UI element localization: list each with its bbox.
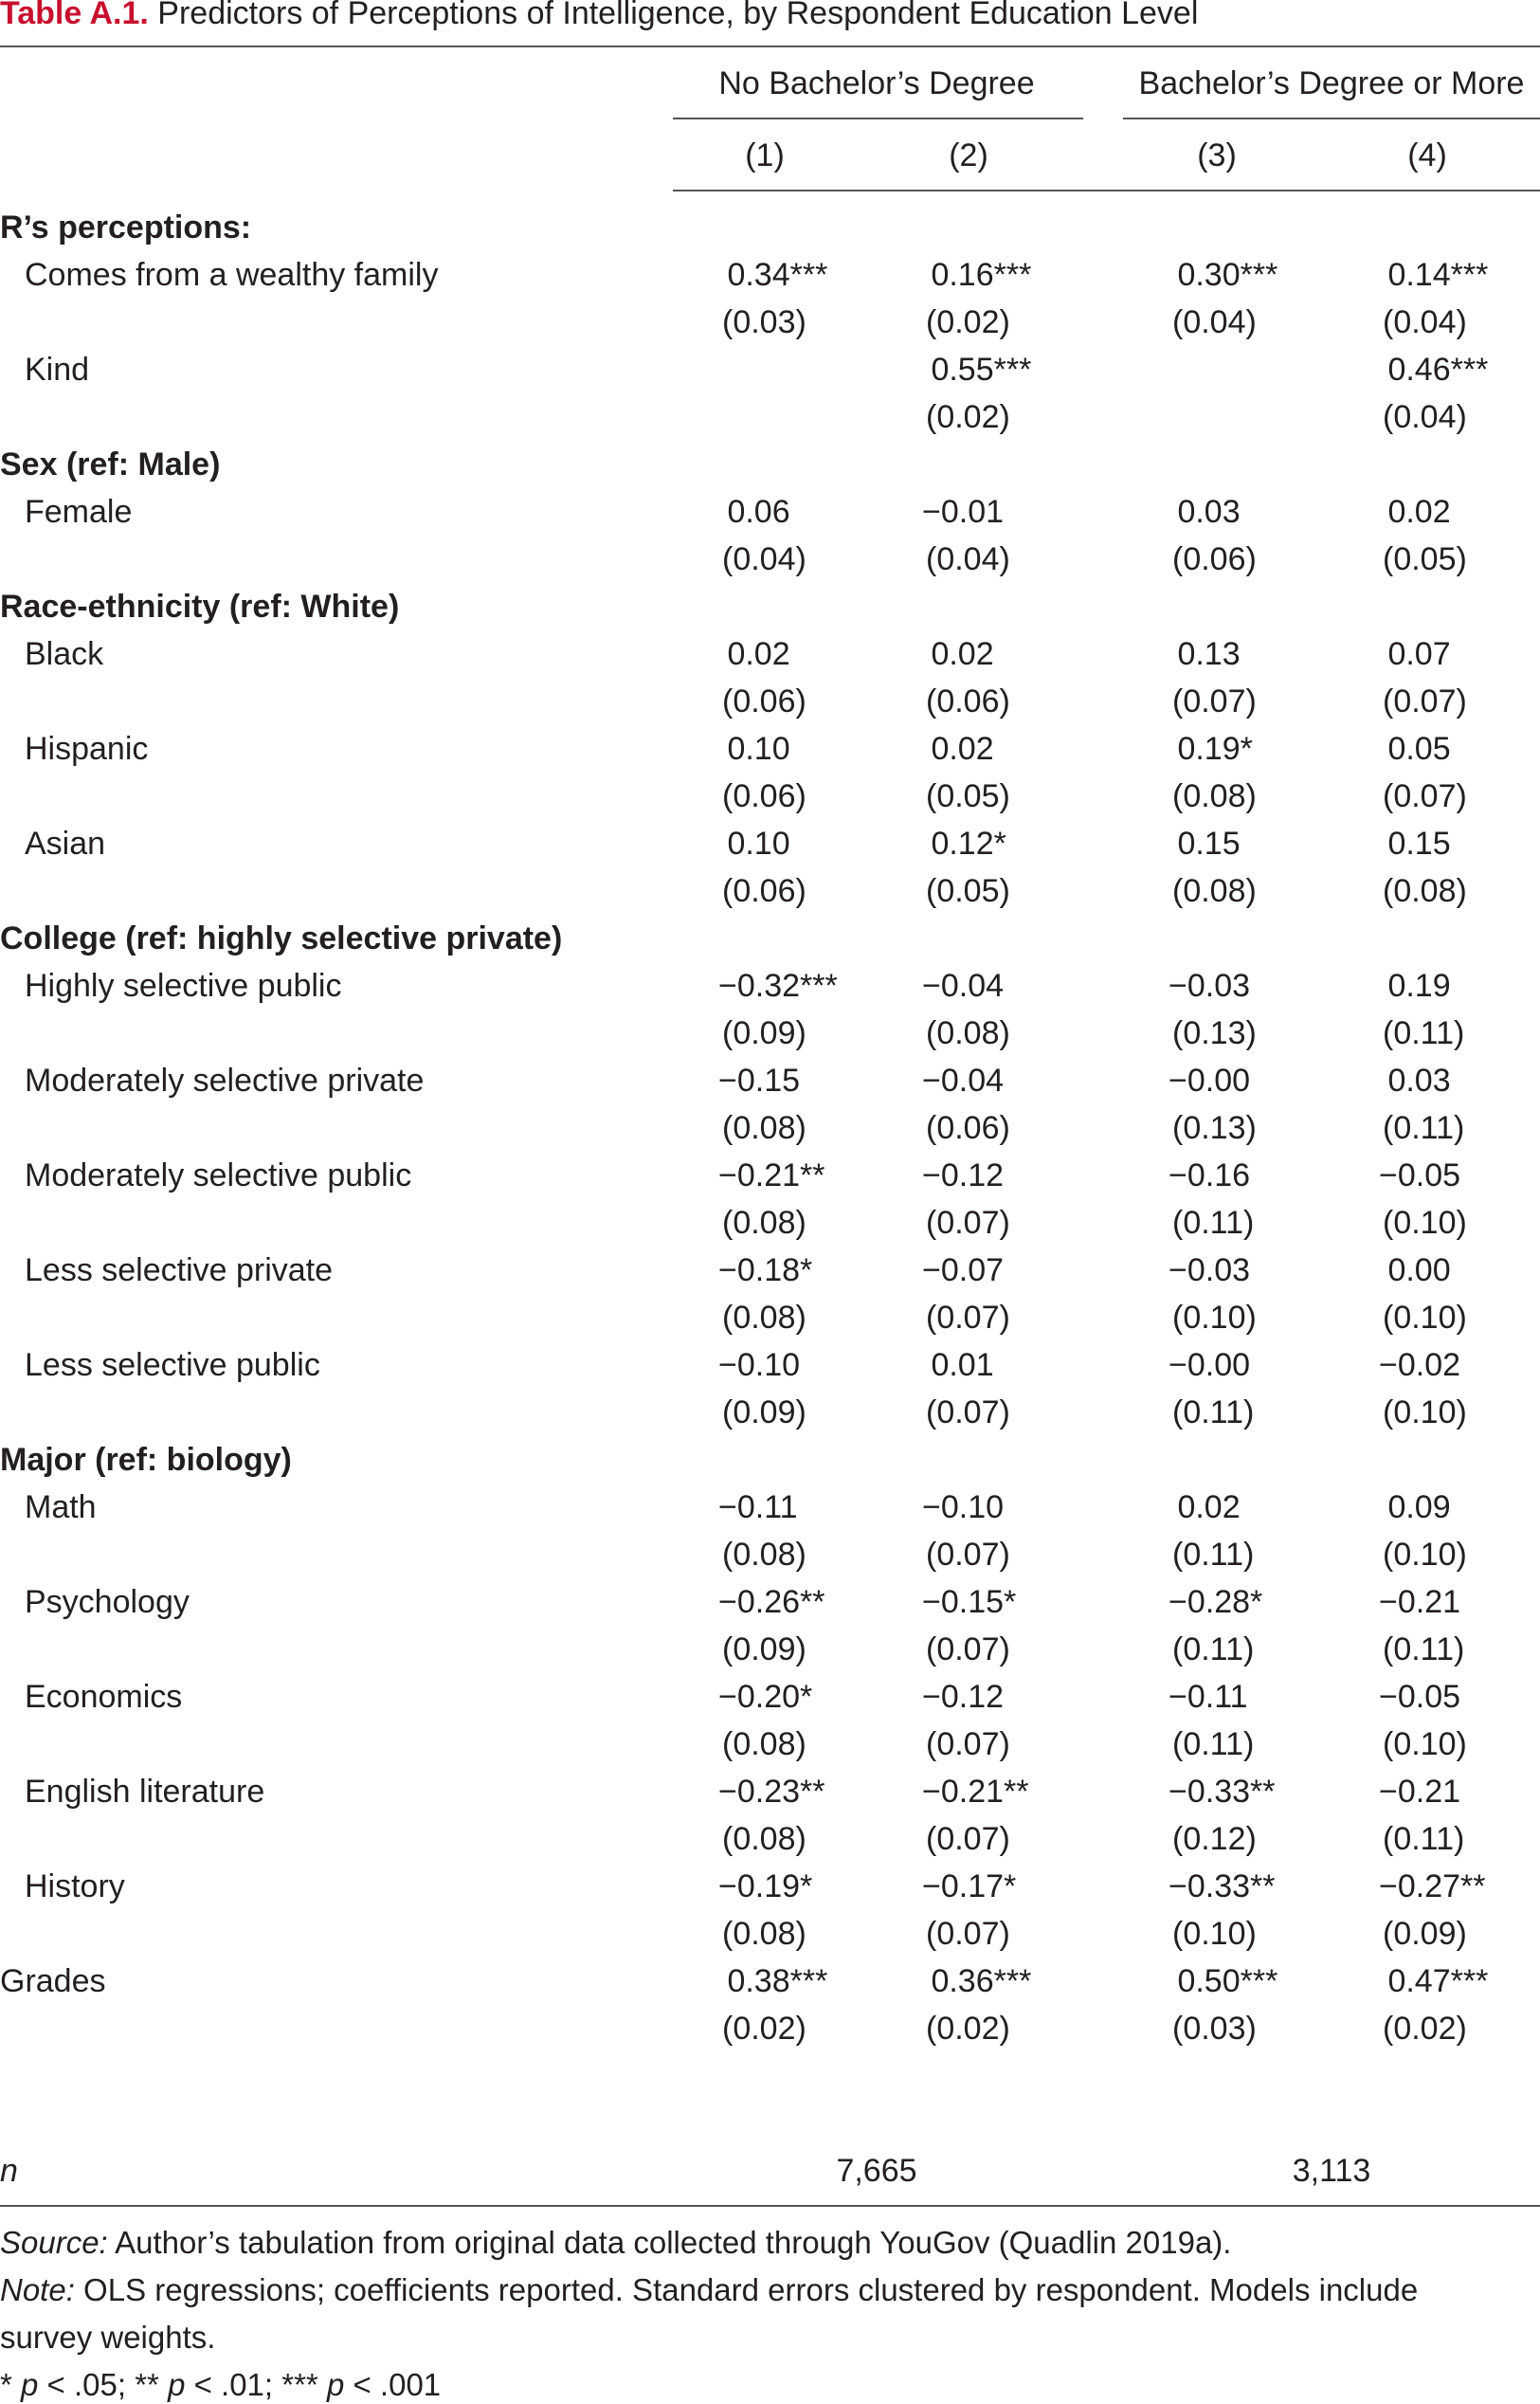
coefficient-cell: −0.01: [922, 494, 1005, 530]
coefficient-cell: −0.04: [922, 1063, 1005, 1099]
variable-label: Black: [25, 636, 104, 672]
coefficient-cell: −0.12: [922, 1157, 1005, 1193]
coefficient-cell: −0.26**: [718, 1584, 825, 1620]
std-error-cell: (0.11): [1172, 1631, 1255, 1667]
coefficient-cell: 0.15: [1169, 826, 1241, 862]
section-heading: R’s perceptions:: [0, 209, 252, 246]
std-error-cell: (0.08): [1383, 873, 1467, 909]
table-number: Table A.1.: [0, 0, 149, 31]
coefficient-cell: −0.23**: [718, 1774, 825, 1810]
std-error-cell: (0.08): [722, 1300, 806, 1336]
std-error-cell: (0.06): [1172, 541, 1257, 577]
std-error-cell: (0.04): [1383, 399, 1467, 435]
coefficient-cell: 0.07: [1379, 636, 1451, 672]
std-error-cell: (0.11): [1172, 1726, 1255, 1762]
coefficient-cell: 0.16***: [922, 257, 1032, 293]
coefficient-cell: 0.06: [718, 494, 790, 530]
std-error-cell: (0.10): [1383, 1394, 1467, 1430]
coefficient-cell: 0.12*: [922, 826, 1006, 862]
std-error-cell: (0.08): [722, 1821, 806, 1857]
std-error-cell: (0.08): [1172, 778, 1257, 814]
std-error-cell: (0.08): [722, 1537, 806, 1573]
coefficient-cell: −0.19*: [718, 1868, 813, 1904]
coefficient-cell: −0.18*: [718, 1252, 813, 1288]
std-error-cell: (0.03): [722, 304, 806, 340]
coefficient-cell: −0.10: [922, 1489, 1005, 1525]
coefficient-cell: 0.01: [922, 1347, 994, 1383]
coefficient-cell: 0.38***: [718, 1963, 828, 1999]
std-error-cell: (0.09): [722, 1015, 806, 1051]
std-error-cell: (0.06): [722, 873, 806, 909]
coefficient-cell: −0.21: [1379, 1584, 1461, 1620]
coefficient-cell: 0.03: [1379, 1063, 1451, 1099]
coefficient-cell: −0.11: [1169, 1679, 1248, 1715]
std-error-cell: (0.11): [1383, 1110, 1465, 1146]
variable-label: Less selective private: [25, 1252, 334, 1288]
coefficient-cell: −0.16: [1169, 1157, 1251, 1193]
variable-label: Hispanic: [25, 731, 149, 767]
coefficient-cell: −0.04: [922, 968, 1005, 1004]
coefficient-cell: −0.03: [1169, 1252, 1251, 1288]
std-error-cell: (0.08): [722, 1110, 806, 1146]
coefficient-cell: 0.15: [1379, 826, 1451, 862]
coefficient-cell: 0.46***: [1379, 352, 1489, 388]
variable-label: Highly selective public: [25, 968, 342, 1004]
coefficient-cell: 0.19*: [1169, 731, 1253, 767]
bottom-rule: [0, 2205, 1540, 2207]
table-caption: Predictors of Perceptions of Intelligence, by Respondent Education Level: [157, 0, 1199, 31]
coefficient-cell: −0.33**: [1169, 1774, 1276, 1810]
std-error-cell: (0.11): [1383, 1631, 1465, 1667]
variable-label: Female: [25, 494, 133, 530]
std-error-cell: (0.11): [1383, 1015, 1465, 1051]
coefficient-cell: 0.02: [1169, 1489, 1241, 1525]
n-value-no-degree: 7,665: [836, 2153, 917, 2189]
variable-label: Asian: [25, 826, 106, 862]
table-title: [0, 0, 1198, 32]
variable-label: Less selective public: [25, 1347, 320, 1383]
coefficient-cell: −0.28*: [1169, 1584, 1263, 1620]
variable-label: Math: [25, 1489, 97, 1525]
model-header-4: (4): [1407, 137, 1447, 173]
coefficient-cell: −0.03: [1169, 968, 1251, 1004]
group-header-degree: Bachelor’s Degree or More: [1138, 65, 1525, 101]
coefficient-cell: 0.13: [1169, 636, 1241, 672]
std-error-cell: (0.10): [1383, 1537, 1467, 1573]
model-header-1: (1): [745, 137, 785, 173]
std-error-cell: (0.05): [926, 873, 1010, 909]
coefficient-cell: 0.19: [1379, 968, 1451, 1004]
coefficient-cell: 0.09: [1379, 1489, 1451, 1525]
coefficient-cell: −0.00: [1169, 1063, 1251, 1099]
n-label: n: [0, 2153, 18, 2189]
coefficient-cell: 0.14***: [1379, 257, 1489, 293]
coefficient-cell: −0.15*: [922, 1584, 1017, 1620]
std-error-cell: (0.02): [722, 2011, 806, 2047]
group-header-no-degree: No Bachelor’s Degree: [718, 65, 1035, 101]
group-rule-degree: [1123, 118, 1540, 119]
std-error-cell: (0.11): [1172, 1537, 1255, 1573]
coefficient-cell: −0.21: [1379, 1774, 1461, 1810]
std-error-cell: (0.10): [1383, 1300, 1467, 1336]
coefficient-cell: 0.02: [718, 636, 790, 672]
std-error-cell: (0.07): [926, 1726, 1010, 1762]
std-error-cell: (0.13): [1172, 1015, 1257, 1051]
coefficient-cell: −0.10: [718, 1347, 801, 1383]
std-error-cell: (0.06): [926, 1110, 1010, 1146]
std-error-cell: (0.07): [926, 1537, 1010, 1573]
std-error-cell: (0.07): [1383, 683, 1467, 719]
std-error-cell: (0.10): [1383, 1726, 1467, 1762]
coefficient-cell: −0.02: [1379, 1347, 1461, 1383]
section-heading: Major (ref: biology): [0, 1442, 292, 1478]
coefficient-cell: 0.10: [718, 826, 790, 862]
coefficient-cell: 0.03: [1169, 494, 1241, 530]
std-error-cell: (0.13): [1172, 1110, 1257, 1146]
coefficient-cell: 0.50***: [1169, 1963, 1278, 1999]
std-error-cell: (0.09): [722, 1631, 806, 1667]
top-rule: [0, 46, 1540, 47]
std-error-cell: (0.10): [1172, 1916, 1257, 1952]
std-error-cell: (0.07): [926, 1631, 1010, 1667]
coefficient-cell: −0.27**: [1379, 1868, 1486, 1904]
model-header-2: (2): [949, 137, 988, 173]
coefficient-cell: −0.32***: [718, 968, 838, 1004]
source-note: Source: Author’s tabulation from original data collected through YouGov (Quadlin 2019a).: [0, 2225, 1232, 2260]
std-error-cell: (0.08): [1172, 873, 1257, 909]
coefficient-cell: 0.55***: [922, 352, 1032, 388]
coefficient-cell: −0.21**: [718, 1157, 825, 1193]
std-error-cell: (0.07): [926, 1821, 1010, 1857]
method-note: Note: OLS regressions; coefficients reported. Standard errors clustered by respondent. Models include: [0, 2272, 1419, 2307]
significance-note: * p < .05; ** p < .01; *** p < .001: [0, 2367, 442, 2402]
std-error-cell: (0.07): [926, 1916, 1010, 1952]
coefficient-cell: −0.05: [1379, 1679, 1461, 1715]
std-error-cell: (0.02): [1383, 2011, 1467, 2047]
coefficient-cell: −0.20*: [718, 1679, 813, 1715]
std-error-cell: (0.08): [926, 1015, 1010, 1051]
std-error-cell: (0.02): [926, 2011, 1010, 2047]
section-heading: College (ref: highly selective private): [0, 920, 563, 956]
coefficient-cell: −0.17*: [922, 1868, 1017, 1904]
std-error-cell: (0.12): [1172, 1821, 1257, 1857]
section-heading: Sex (ref: Male): [0, 446, 221, 483]
coefficient-cell: 0.02: [1379, 494, 1451, 530]
std-error-cell: (0.07): [1172, 683, 1257, 719]
std-error-cell: (0.04): [1383, 304, 1467, 340]
section-heading: Race-ethnicity (ref: White): [0, 589, 400, 625]
variable-label: English literature: [25, 1774, 265, 1810]
std-error-cell: (0.05): [926, 778, 1010, 814]
std-error-cell: (0.10): [1383, 1205, 1467, 1241]
method-note-continued: survey weights.: [0, 2320, 216, 2355]
coefficient-cell: 0.47***: [1379, 1963, 1489, 1999]
coefficient-cell: −0.33**: [1169, 1868, 1276, 1904]
std-error-cell: (0.08): [722, 1916, 806, 1952]
std-error-cell: (0.06): [722, 683, 806, 719]
coefficient-cell: 0.05: [1379, 731, 1451, 767]
n-value-degree: 3,113: [1292, 2153, 1371, 2189]
std-error-cell: (0.09): [722, 1394, 806, 1430]
variable-label: Comes from a wealthy family: [25, 257, 439, 293]
std-error-cell: (0.02): [926, 399, 1010, 435]
coefficient-cell: 0.30***: [1169, 257, 1278, 293]
coefficient-cell: 0.00: [1379, 1252, 1451, 1288]
std-error-cell: (0.07): [1383, 778, 1467, 814]
coefficient-cell: −0.21**: [922, 1774, 1029, 1810]
std-error-cell: (0.10): [1172, 1300, 1257, 1336]
std-error-cell: (0.05): [1383, 541, 1467, 577]
std-error-cell: (0.11): [1383, 1821, 1465, 1857]
std-error-cell: (0.11): [1172, 1205, 1255, 1241]
model-header-3: (3): [1197, 137, 1237, 173]
variable-label: Psychology: [25, 1584, 190, 1620]
std-error-cell: (0.03): [1172, 2011, 1257, 2047]
coefficient-cell: −0.05: [1379, 1157, 1461, 1193]
std-error-cell: (0.06): [722, 778, 806, 814]
std-error-cell: (0.02): [926, 304, 1010, 340]
coefficient-cell: 0.02: [922, 731, 994, 767]
variable-label: Grades: [0, 1963, 106, 1999]
coefficient-cell: 0.34***: [718, 257, 828, 293]
coefficient-cell: −0.12: [922, 1679, 1005, 1715]
std-error-cell: (0.09): [1383, 1916, 1467, 1952]
std-error-cell: (0.11): [1172, 1394, 1255, 1430]
std-error-cell: (0.07): [926, 1205, 1010, 1241]
coefficient-cell: −0.00: [1169, 1347, 1251, 1383]
std-error-cell: (0.04): [926, 541, 1010, 577]
group-rule-no-degree: [673, 118, 1083, 119]
std-error-cell: (0.08): [722, 1205, 806, 1241]
std-error-cell: (0.04): [722, 541, 806, 577]
variable-label: History: [25, 1868, 125, 1904]
coefficient-cell: −0.07: [922, 1252, 1005, 1288]
variable-label: Economics: [25, 1679, 183, 1715]
std-error-cell: (0.04): [1172, 304, 1257, 340]
variable-label: Moderately selective private: [25, 1063, 425, 1099]
header-rule: [673, 190, 1540, 191]
coefficient-cell: 0.02: [922, 636, 994, 672]
std-error-cell: (0.08): [722, 1726, 806, 1762]
coefficient-cell: −0.15: [718, 1063, 801, 1099]
std-error-cell: (0.07): [926, 1300, 1010, 1336]
coefficient-cell: 0.36***: [922, 1963, 1032, 1999]
std-error-cell: (0.07): [926, 1394, 1010, 1430]
variable-label: Kind: [25, 352, 90, 388]
variable-label: Moderately selective public: [25, 1157, 412, 1193]
coefficient-cell: 0.10: [718, 731, 790, 767]
coefficient-cell: −0.11: [718, 1489, 798, 1525]
std-error-cell: (0.06): [926, 683, 1010, 719]
